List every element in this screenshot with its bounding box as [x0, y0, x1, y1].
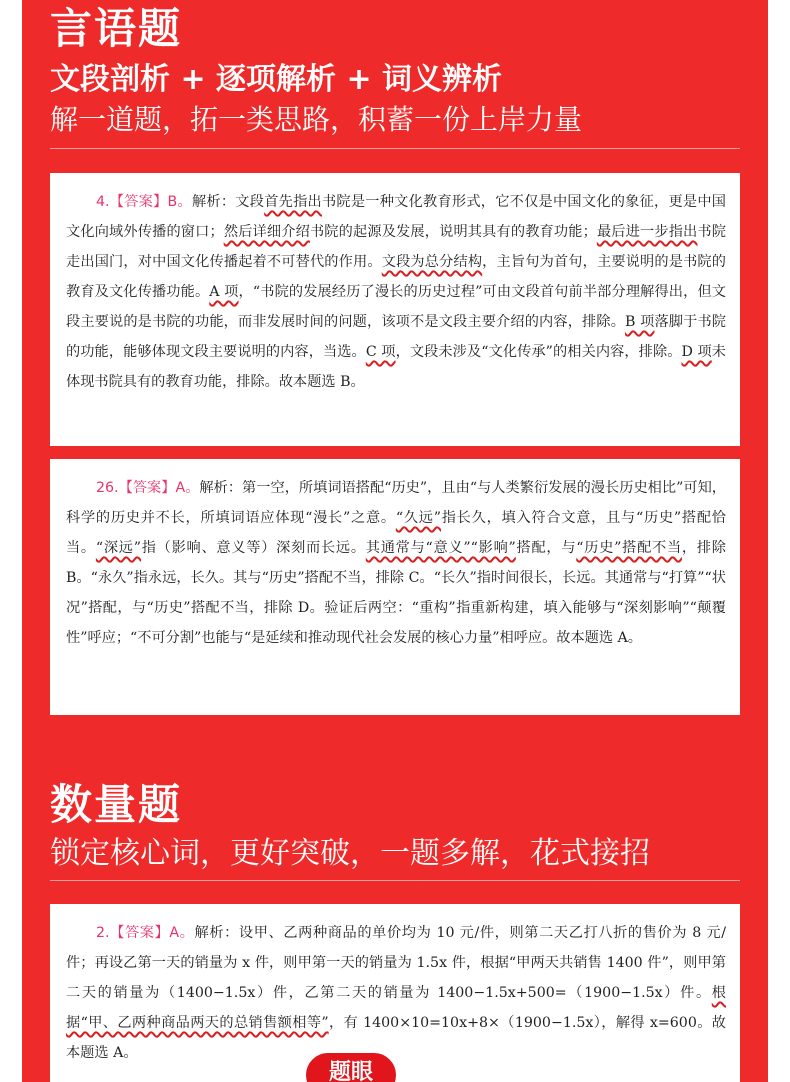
- text: 指（影响、意义等）深刻而长远。: [141, 540, 366, 556]
- section-title-verbal: 言语题: [50, 4, 183, 53]
- key-phrase: “历史”搭配不当: [576, 540, 682, 556]
- right-border: [768, 0, 790, 1082]
- question-number: 4.: [96, 194, 110, 210]
- key-point-badge: 题眼: [303, 1050, 399, 1082]
- text: 未体现书院具有的教育功能，排除。故本题选 B。: [66, 344, 726, 390]
- text: 落脚于书院的功能，能够体现文段主要说明的内容，当选。: [66, 314, 726, 360]
- section-title-quantitative: 数量题: [50, 780, 183, 829]
- key-phrase: 其通常与“意义”“影响”: [365, 540, 516, 556]
- text: 解析：设甲、乙两种商品的单价均为 10 元/件，则第二天乙打八折的售价为 8 元/件；再设乙第一天的销量为 x 件，则甲第一天的销量为 1.5x 件，根据“甲两天共销售 1400 件”，则甲第二天的销量为（1400−1.5x）件，乙第二天的销量为 1400−1.5x+500=（1900−1.5x）件。: [66, 925, 726, 1001]
- question-number: 2.: [96, 925, 110, 941]
- key-phrase: 根据“甲、乙两种商品两天的总销售额相等”: [66, 985, 726, 1031]
- text: 搭配，与: [515, 540, 577, 556]
- text: ，“书院的发展经历了漫长的历史过程”可由文段首句前半部分理解得出，但文段主要说的是书院的功能，而非发展时间的问题，该项不是文段主要介绍的内容，排除。: [66, 284, 726, 330]
- key-phrase: 首先指出: [264, 194, 322, 210]
- text: ，主旨句为首句，主要说明的是书院的教育及文化传播功能。: [66, 254, 726, 300]
- answer-card-q26: [50, 459, 740, 715]
- text: 解析：第一空，所填词语搭配“历史”，且由“与人类繁衍发展的漫长历史相比”可知，科学的历史并不长，所填词语应体现“漫长”之意。: [66, 480, 726, 526]
- key-phrase: “久远”: [395, 510, 441, 526]
- key-phrase: 最后进一步指出: [596, 224, 698, 240]
- key-phrase: B 项: [625, 314, 655, 330]
- text: 解析：文段: [191, 194, 265, 210]
- question-number: 26.: [96, 480, 119, 496]
- answer-label: 【答案】A。: [109, 925, 195, 941]
- section-slogan-quantitative: 锁定核心词，更好突破，一题多解，花式接招: [50, 836, 650, 871]
- key-phrase: C 项: [365, 344, 396, 360]
- explanation-q2: [66, 918, 726, 1068]
- section-divider: [50, 148, 740, 149]
- text: ，排除 B。“永久”指永远，长久。其与“历史”搭配不当，排除 C。“长久”指时间很长，长远。其通常与“打算”“状况”搭配，与“历史”搭配不当，排除 D。验证后两空：“重构”指重新构建，填入能够与“深刻影响”“颠覆性”呼应；“不可分割”也能与“是延续和推动现代社会发展的核心力量”相呼应。故本题选 A。: [66, 540, 726, 646]
- key-phrase: D 项: [681, 344, 712, 360]
- key-phrase: A 项: [209, 284, 239, 300]
- text: 书院走出国门，对中国文化传播起着不可替代的作用。: [66, 224, 726, 270]
- section-divider: [50, 880, 740, 881]
- key-phrase: 文段为总分结构: [381, 254, 483, 270]
- key-phrase: “深远”: [95, 540, 141, 556]
- section-subtitle-verbal: 文段剖析 + 逐项解析 + 词义辨析: [50, 62, 503, 97]
- answer-card-q2: [50, 904, 740, 1082]
- text: 指长久，填入符合文意，且与“历史”搭配恰当。: [66, 510, 726, 556]
- text: 书院是一种文化教育形式，它不仅是中国文化的象征，更是中国文化向域外传播的窗口；: [66, 194, 726, 240]
- explanation-q26: [66, 473, 726, 653]
- text: 书院的起源及发展，说明其具有的教育功能；: [309, 224, 597, 240]
- left-border: [0, 0, 22, 1082]
- explanation-q4: [66, 187, 726, 397]
- section-slogan-verbal: 解一道题，拓一类思路，积蓄一份上岸力量: [50, 103, 583, 136]
- text: ，有 1400×10=10x+8×（1900−1.5x），解得 x=600。故本题选 A。: [66, 1015, 726, 1061]
- answer-label: 【答案】A。: [118, 480, 200, 496]
- answer-card-q4: [50, 173, 740, 446]
- answer-label: 【答案】B。: [109, 194, 192, 210]
- text: ，文段未涉及“文化传承”的相关内容，排除。: [395, 344, 682, 360]
- key-phrase: 然后详细介绍: [223, 224, 310, 240]
